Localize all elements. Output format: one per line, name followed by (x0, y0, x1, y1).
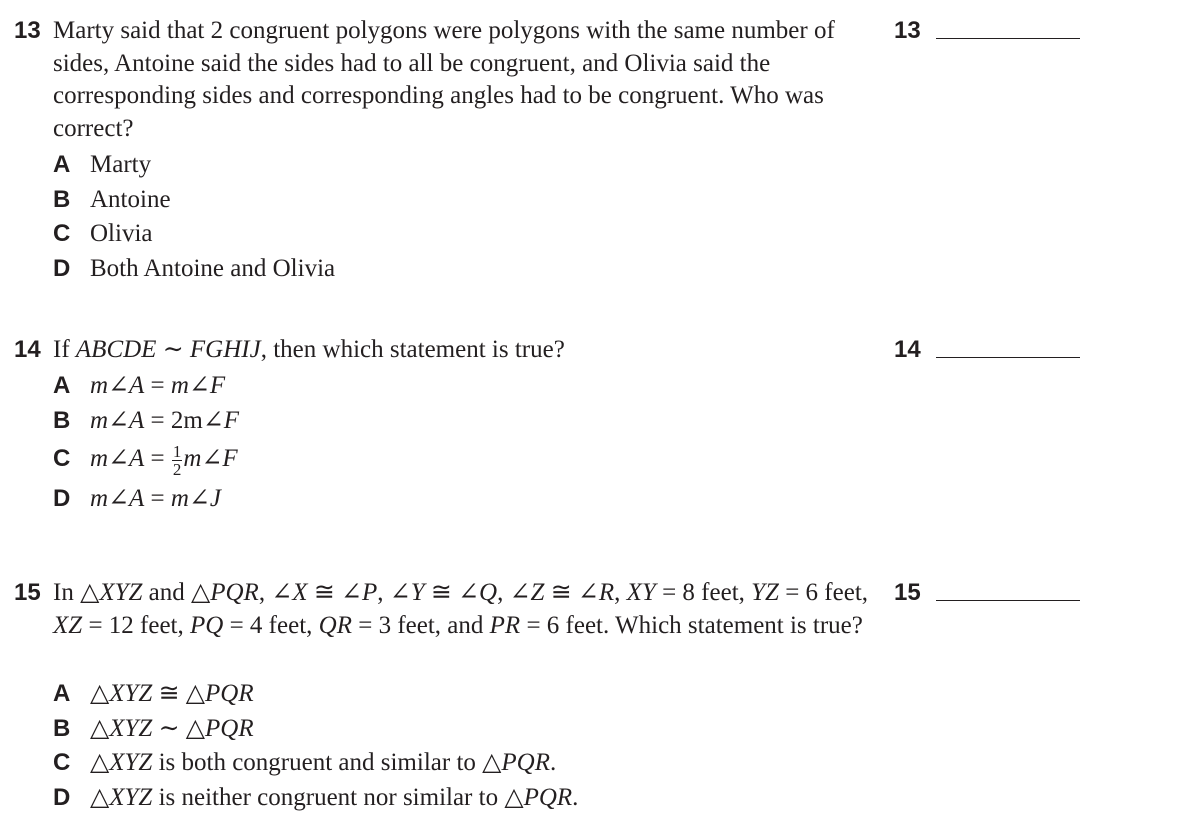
choice-text: △XYZ is neither congruent nor similar to △PQR. (90, 783, 579, 811)
choice-c[interactable] (53, 218, 873, 253)
choice-letter: B (53, 185, 71, 213)
choice-d[interactable] (53, 483, 873, 518)
choice-text: △XYZ ≅ △PQR (90, 680, 254, 707)
question-number: 13 (14, 17, 41, 44)
choice-letter: D (53, 254, 71, 282)
choice-text: △XYZ is both congruent and similar to △PQR. (90, 749, 557, 776)
answer-label: 14 (894, 336, 921, 363)
choice-letter: C (53, 220, 71, 247)
choice-d[interactable] (53, 782, 873, 817)
choice-text: m∠A = m∠F (90, 372, 226, 399)
choice-text: m∠A = m∠J (90, 485, 222, 512)
choice-letter: D (53, 485, 71, 512)
answer-blank[interactable] (936, 600, 1080, 601)
choice-list (53, 149, 873, 287)
choice-c[interactable] (53, 747, 873, 782)
fraction: $\frac{1}{2}$ (172, 442, 182, 479)
choice-b[interactable] (53, 184, 873, 219)
choice-text: m∠A = 2m∠F (90, 406, 240, 434)
choice-letter: B (53, 714, 71, 742)
choice-letter: A (53, 151, 71, 178)
question-number: 14 (14, 336, 41, 363)
question-stem: In △XYZ and △PQR, ∠X ≅ ∠P, ∠Y ≅ ∠Q, ∠Z ≅ ∠R, XY = 8 feet, YZ = 6 feet, XZ = 12 feet, PQ = 4 feet, QR = 3 feet, and PR = 6 feet. Which statement is true? (53, 579, 869, 639)
answer-blank[interactable] (936, 38, 1080, 39)
choice-letter: B (53, 406, 71, 434)
choice-b[interactable] (53, 713, 873, 748)
choice-a[interactable] (53, 678, 873, 713)
choice-letter: A (53, 372, 71, 399)
choice-text: m∠A = $\frac{1}{2}$ m∠F (90, 442, 238, 479)
answer-label: 13 (894, 17, 921, 44)
choice-text: Antoine (90, 185, 171, 213)
question-stem: If ABCDE ∼ FGHIJ, then which statement is true? (53, 336, 565, 363)
choice-c[interactable] (53, 439, 873, 483)
choice-letter: A (53, 680, 71, 707)
answer-blank[interactable] (936, 357, 1080, 358)
choice-letter: D (53, 783, 71, 811)
choice-text: △XYZ ∼ △PQR (90, 714, 254, 742)
choice-list (53, 678, 873, 816)
choice-a[interactable] (53, 370, 873, 405)
question-number: 15 (14, 579, 41, 606)
question-stem: Marty said that 2 congruent polygons were polygons with the same number of sides, Antoine said the sides had to all be congruent, and Olivia said the corresponding sides and corresponding angles had to be congruent. Who was correct? (53, 17, 835, 142)
choice-b[interactable] (53, 405, 873, 440)
answer-label: 15 (894, 579, 921, 606)
choice-list (53, 370, 873, 518)
choice-text: Marty (90, 151, 152, 178)
choice-letter: C (53, 445, 71, 472)
choice-text: Both Antoine and Olivia (90, 254, 336, 282)
choice-letter: C (53, 749, 71, 776)
choice-a[interactable] (53, 149, 873, 184)
choice-text: Olivia (90, 220, 153, 247)
choice-d[interactable] (53, 253, 873, 288)
